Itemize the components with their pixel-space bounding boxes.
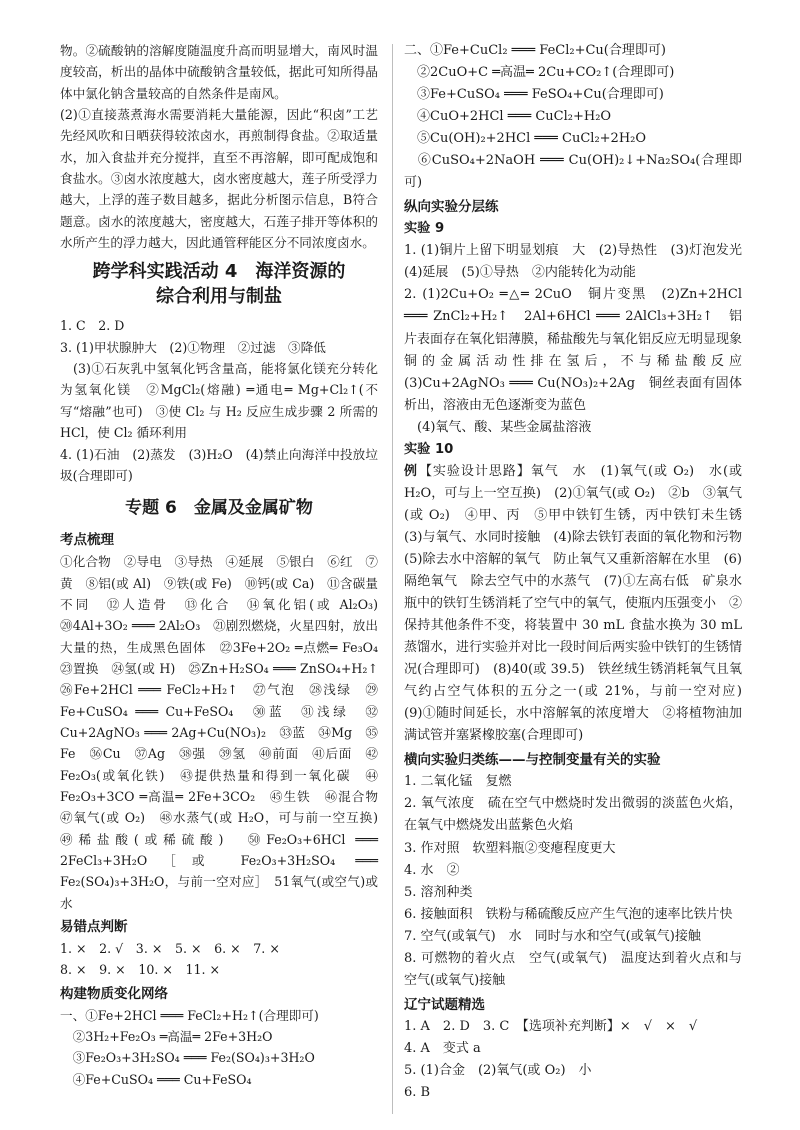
activity-title — [60, 259, 378, 309]
experiment-9-heading: 实验 9 — [404, 221, 445, 237]
right-column — [404, 40, 756, 1104]
answer-line: 4. (1)石油 (2)蒸发 (3)H₂O (4)禁止向海洋中投放垃圾(合理即可) — [60, 446, 378, 483]
equation-line: 二、①Fe+CuCl₂ ═══ FeCl₂+Cu(合理即可) — [404, 43, 666, 58]
topic-title: 专题 6 金属及金属矿物 — [125, 498, 313, 519]
equation-line: ④Fe+CuSO₄ ═══ Cu+FeSO₄ — [60, 1071, 252, 1087]
answer-line: 7. 空气(或氧气) 水 同时与水和空气(或氧气)接触 — [404, 928, 701, 944]
equation-line: ②2CuO+C ═高温═ 2Cu+CO₂↑(合理即可) — [404, 65, 675, 81]
activity-title-line: 跨学科实践活动 4 海洋资源的 — [92, 261, 346, 283]
example-text: 【实验设计思路】氧气 水 (1)氧气(或 O₂) 水(或 H₂O，可与上一空互换) (2)①氧气(或 O₂) ②b ③氧气(或 O₂) ④甲、丙 ⑤甲中铁钉生锈，丙中铁钉未生锈 (3)与氧气、水同时接触 (4)除去铁钉表面的氧化物和污物 (5)除去水中溶解的氧气 防止氧气又重新溶解在水里 (6)隔绝氧气 除去空气中的水蒸气 (7)①左高右低 矿泉水瓶中的铁钉生锈消耗了空气中的氧气，使瓶内压强变小 ②保持其他条件不变，将装置中 30 mL 食盐水换为 30 mL 蒸馏水，进行实验并对比一段时间后两实验中铁钉的生锈情况(合理即可) (8)40(或 39.5) 铁丝绒生锈消耗氧气且氧气约占空气体积的五分之一(或 21%，与前一空对应) (9)①随时间延长，水中溶解氧的浓度增大 ②将植物油加满试管并塞紧橡胶塞(合理即可) — [404, 463, 756, 744]
example-answer — [404, 461, 756, 748]
answer-line: 6. B — [404, 1084, 431, 1100]
answer-line: 8. 可燃物的着火点 空气(或氧气) 温度达到着火点和与空气(或氧气)接触 — [404, 950, 742, 988]
equation-line: ③Fe+CuSO₄ ═══ FeSO₄+Cu(合理即可) — [404, 87, 664, 103]
answer-line: 5. 溶剂种类 — [404, 884, 473, 900]
answer-line: 1. C 2. D — [60, 318, 125, 334]
column-divider — [392, 44, 393, 1114]
section-heading-network: 构建物质变化网络 — [60, 985, 168, 1002]
answer-line: 1. × 2. √ 3. × 5. × 6. × 7. × — [60, 941, 280, 957]
answer-line: 8. × 9. × 10. × 11. × — [60, 962, 221, 978]
activity-title-line: 综合利用与制盐 — [156, 286, 282, 308]
continued-paragraph: 物。②硫酸钠的溶解度随温度升高而明显增大，南风时温度较高，析出的晶体中硫酸钠含量较低，据此可知所得晶体中氯化钠含量较高的自然条件是南风。 — [60, 43, 378, 101]
kaodian-answers: ①化合物 ②导电 ③导热 ④延展 ⑤银白 ⑥红 ⑦黄 ⑧铝(或 Al) ⑨铁(或 Fe) ⑩钙(或 Ca) ⑪含碳量不同 ⑫人造骨 ⑬化合 ⑭氧化铝(或 Al₂O₃) ⑳4Al+3O₂ ═══ 2Al₂O₃ ㉑剧烈燃烧，火星四射，放出大量的热，生成黑色固体 ㉒3Fe+2O₂ ═点燃═ Fe₃O₄ ㉓置换 ㉔氢(或 H) ㉕Zn+H₂SO₄ ═══ ZnSO₄+H₂↑ ㉖Fe+2HCl ═══ FeCl₂+H₂↑ ㉗气泡 ㉘浅绿 ㉙Fe+CuSO₄ ═══ Cu+FeSO₄ ㉚蓝 ㉛浅绿 ㉜Cu+2AgNO₃ ═══ 2Ag+Cu(NO₃)₂ ㉝蓝 ㉞Mg ㉟Fe ㊱Cu ㊲Ag ㊳强 ㊴氢 ㊵前面 ㊶后面 ㊷Fe₂O₃(或氧化铁) ㊸提供热量和得到一氧化碳 ㊹Fe₂O₃+3CO ═高温═ 2Fe+3CO₂ ㊺生铁 ㊻混合物 ㊼氧气(或 O₂) ㊽水蒸气(或 H₂O，可与前一空互换) ㊾稀盐酸(或稀硫酸) ㊿Fe₂O₃+6HCl ═══ 2FeCl₃+3H₂O［或 Fe₂O₃+3H₂SO₄ ═══ Fe₂(SO₄)₃+3H₂O，与前一空对应］ 51氧气(或空气)或水 — [60, 554, 391, 911]
answer-line: 4. 水 ② — [404, 862, 460, 878]
section-heading-kaodian: 考点梳理 — [60, 532, 114, 549]
answer-line: 1. (1)铜片上留下明显划痕 大 (2)导热性 (3)灯泡发光 (4)延展 (5)①导热 ②内能转化为动能 — [404, 243, 756, 281]
answer-line: 2. 氧气浓度 硫在空气中燃烧时发出微弱的淡蓝色火焰，在氧气中燃烧发出蓝紫色火焰 — [404, 796, 742, 834]
section-heading-vertical: 纵向实验分层练 — [404, 199, 499, 216]
answer-line: 3. 作对照 软塑料瓶②变瘪程度更大 — [404, 840, 616, 856]
equation-line: ③Fe₂O₃+3H₂SO₄ ═══ Fe₂(SO₄)₃+3H₂O — [60, 1050, 315, 1066]
answer-line: 3. (1)甲状腺肿大 (2)①物理 ②过滤 ③降低 — [60, 339, 326, 355]
answer-line: 1. A 2. D 3. C 【选项补充判断】× √ × √ — [404, 1018, 698, 1034]
answer-line: 4. A 变式 a — [404, 1040, 481, 1056]
experiment-10-heading: 实验 10 — [404, 441, 454, 457]
answer-line: 1. 二氧化锰 复燃 — [404, 774, 512, 790]
section-heading-liaoning: 辽宁试题精选 — [404, 996, 485, 1013]
equation-line: 一、①Fe+2HCl ═══ FeCl₂+H₂↑(合理即可) — [60, 1007, 319, 1023]
section-heading-horizontal: 横向实验归类练——与控制变量有关的实验 — [404, 752, 661, 769]
continued-paragraph: (2)①直接蒸煮海水需要消耗大量能源，因此“积卤”工艺先经风吹和日晒获得较浓卤水，再煎制得食盐。②取适量水，加入食盐并充分搅拌，直至不再溶解，即可配成饱和食盐水。③卤水浓度越大，卤水密度越大，莲子所受浮力越大，上浮的莲子数目越多，据此分析图示信息，B符合题意。卤水的浓度越大，密度越大，石莲子排开等体积的水所产生的浮力越大，因此通管秤能区分不同浓度卤水。 — [60, 107, 378, 251]
answer-line: 6. 接触面积 铁粉与稀硫酸反应产生气泡的速率比铁片快 — [404, 906, 733, 922]
example-label: 例 — [404, 463, 418, 479]
answer-line: (3)①石灰乳中氢氧化钙含量高，能将氯化镁充分转化为氢氧化镁 ②MgCl₂(熔融) ═通电═ Mg+Cl₂↑(不写“熔融”也可) ③使 Cl₂ 与 H₂ 反应生成步骤 2 所需的 HCl，使 Cl₂ 循环利用 — [60, 361, 378, 441]
answer-line: (4)氧气、酸、某些金属盐溶液 — [404, 419, 592, 435]
equation-line: ⑥CuSO₄+2NaOH ═══ Cu(OH)₂↓+Na₂SO₄(合理即可) — [404, 153, 742, 191]
answer-line: 5. (1)合金 (2)氧气(或 O₂) 小 — [404, 1062, 592, 1078]
equation-line: ④CuO+2HCl ═══ CuCl₂+H₂O — [404, 109, 612, 125]
section-heading-yicuo: 易错点判断 — [60, 919, 128, 936]
equation-line: ②3H₂+Fe₂O₃ ═高温═ 2Fe+3H₂O — [60, 1029, 273, 1045]
left-column — [60, 40, 391, 1090]
equation-line: ⑤Cu(OH)₂+2HCl ═══ CuCl₂+2H₂O — [404, 131, 647, 147]
answer-line: 2. (1)2Cu+O₂ ═△═ 2CuO 铜片变黑 (2)Zn+2HCl ═══ ZnCl₂+H₂↑ 2Al+6HCl ═══ 2AlCl₃+3H₂↑ 铝片表面存在氧化铝薄膜，稀盐酸先与氧化铝反应无明显现象 铜的金属活动性排在氢后，不与稀盐酸反应 (3)Cu+2AgNO₃ ═══ Cu(NO₃)₂+2Ag 铜丝表面有固体析出，溶液由无色逐渐变为蓝色 — [404, 287, 756, 413]
